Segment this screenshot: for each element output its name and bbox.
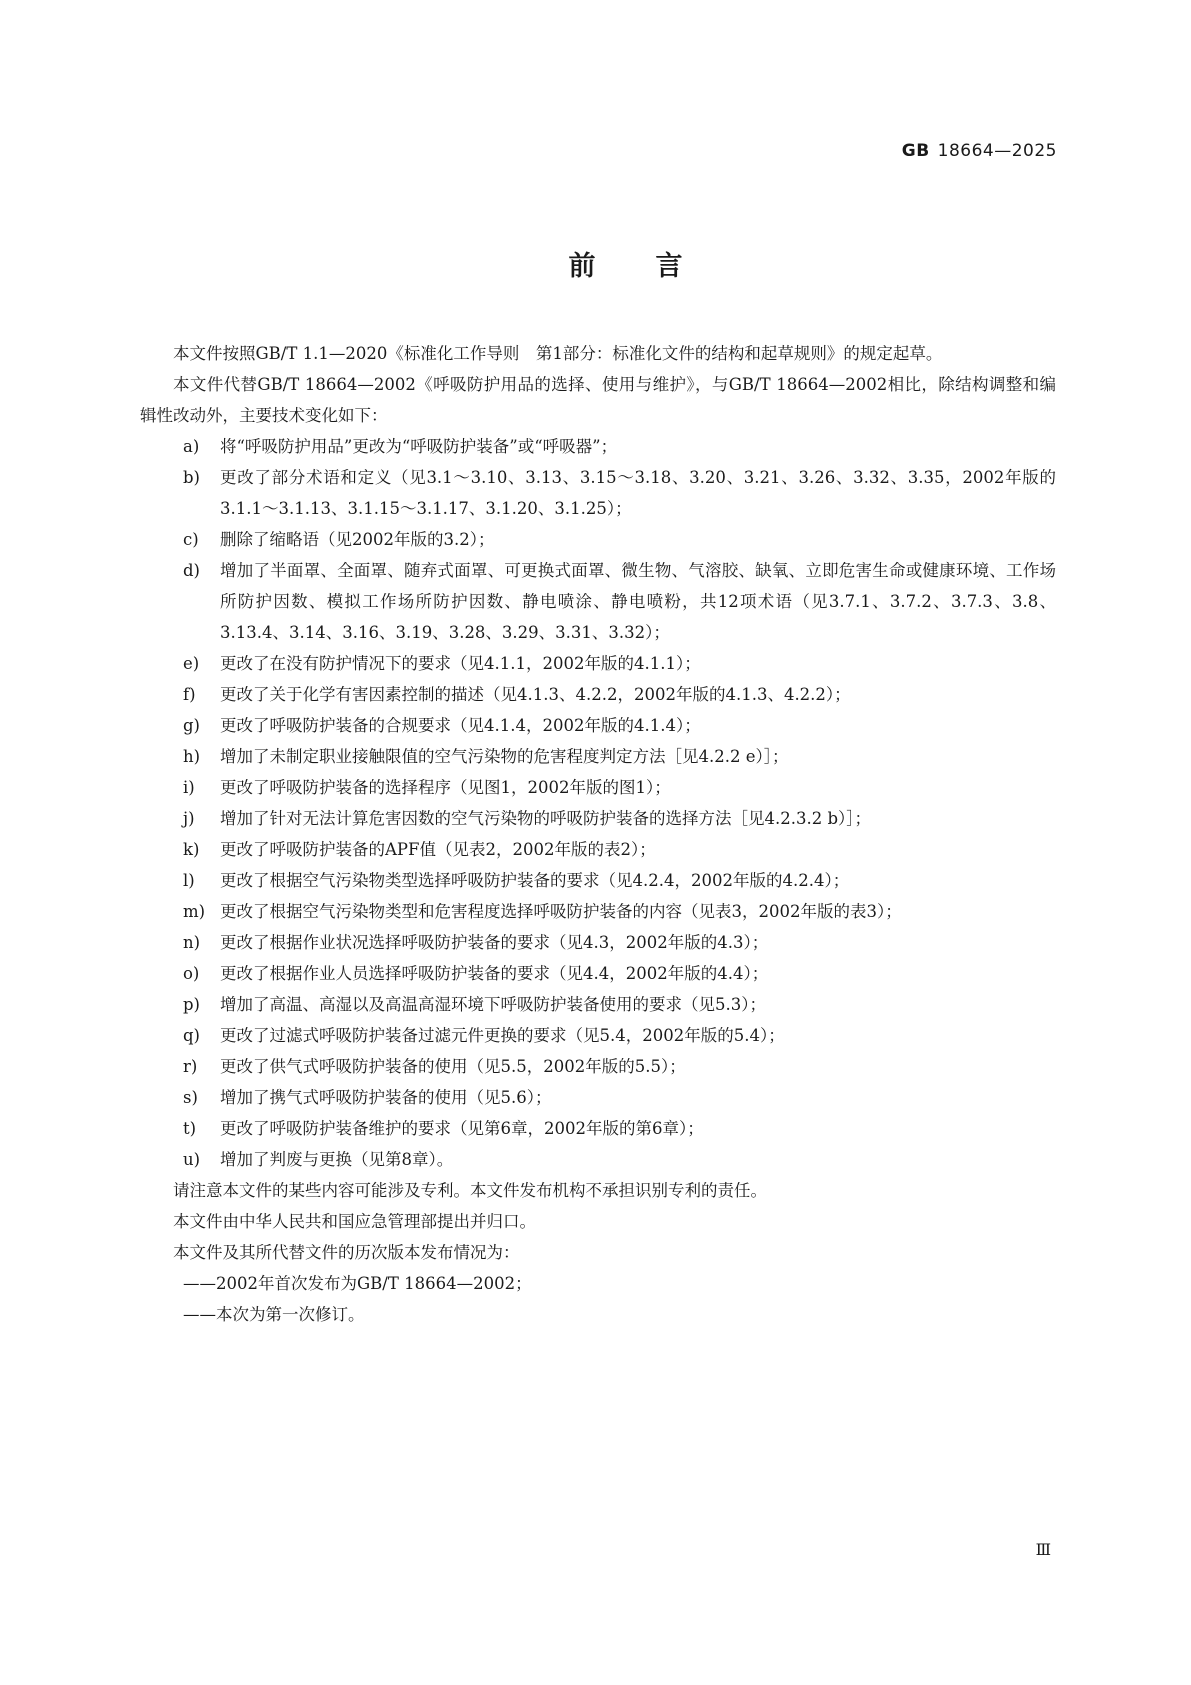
history-item: ——本次为第一次修订。 bbox=[183, 1305, 365, 1324]
item-label: a) bbox=[183, 437, 200, 456]
list-item bbox=[140, 431, 1056, 462]
item-label: h) bbox=[183, 747, 201, 766]
intro-paragraph: 本文件按照GB/T 1.1—2020《标准化工作导则 第1部分：标准化文件的结构和起草规则》的规定起草。 bbox=[173, 344, 943, 363]
item-text: 更改了根据空气污染物类型和危害程度选择呼吸防护装备的内容（见表3，2002年版的表3）； bbox=[220, 902, 902, 921]
item-label: j) bbox=[183, 809, 195, 828]
list-item bbox=[140, 772, 1056, 803]
list-item bbox=[140, 1113, 1056, 1144]
intro-paragraph: 本文件代替GB/T 18664—2002《呼吸防护用品的选择、使用与维护》，与GB/T 18664—2002相比，除结构调整和编辑性改动外，主要技术变化如下： bbox=[140, 375, 1056, 425]
list-item bbox=[140, 524, 1056, 555]
standard-prefix: GB bbox=[901, 141, 930, 161]
item-label: i) bbox=[183, 778, 195, 797]
list-item bbox=[140, 989, 1056, 1020]
item-label: p) bbox=[183, 995, 200, 1014]
item-label: t) bbox=[183, 1119, 197, 1138]
list-item bbox=[140, 834, 1056, 865]
item-label: n) bbox=[183, 933, 201, 952]
list-item bbox=[140, 1082, 1056, 1113]
item-text: 更改了呼吸防护装备的选择程序（见图1，2002年版的图1）； bbox=[220, 778, 671, 797]
item-text: 增加了判废与更换（见第8章）。 bbox=[220, 1150, 454, 1169]
item-text: 增加了针对无法计算危害因数的空气污染物的呼吸防护装备的选择方法［见4.2.3.2 b）］； bbox=[220, 809, 872, 828]
item-text: 删除了缩略语（见2002年版的3.2）； bbox=[220, 530, 495, 549]
item-label: c) bbox=[183, 530, 199, 549]
standard-number bbox=[902, 141, 1057, 161]
item-text: 增加了半面罩、全面罩、随弃式面罩、可更换式面罩、微生物、气溶胶、缺氧、立即危害生命或健康环境、工作场所防护因数、模拟工作场所防护因数、静电喷涂、静电喷粉，共12项术语（见3.7.1、3.7.2、3.7.3、3.8、3.13.4、3.14、3.16、3.19、3.28、3.29、3.31、3.32）； bbox=[220, 561, 1056, 642]
list-item bbox=[140, 896, 1056, 927]
item-label: b) bbox=[183, 468, 200, 487]
item-label: q) bbox=[183, 1026, 200, 1045]
item-text: 更改了根据作业人员选择呼吸防护装备的要求（见4.4，2002年版的4.4）； bbox=[220, 964, 769, 983]
item-text: 更改了在没有防护情况下的要求（见4.1.1，2002年版的4.1.1）； bbox=[220, 654, 701, 673]
list-item bbox=[140, 679, 1056, 710]
note-paragraph: 本文件由中华人民共和国应急管理部提出并归口。 bbox=[173, 1212, 536, 1231]
document-body bbox=[140, 338, 1056, 1330]
item-label: r) bbox=[183, 1057, 198, 1076]
item-label: o) bbox=[183, 964, 200, 983]
item-label: l) bbox=[183, 871, 195, 890]
list-item bbox=[140, 462, 1056, 524]
item-text: 更改了呼吸防护装备维护的要求（见第6章，2002年版的第6章）； bbox=[220, 1119, 704, 1138]
item-label: k) bbox=[183, 840, 200, 859]
note-paragraph: 请注意本文件的某些内容可能涉及专利。本文件发布机构不承担识别专利的责任。 bbox=[173, 1181, 767, 1200]
list-item bbox=[140, 1020, 1056, 1051]
page-title: 前言 bbox=[568, 251, 743, 282]
list-item bbox=[140, 741, 1056, 772]
item-label: f) bbox=[183, 685, 196, 704]
item-text: 增加了携气式呼吸防护装备的使用（见5.6）； bbox=[220, 1088, 552, 1107]
list-item bbox=[140, 803, 1056, 834]
list-item bbox=[140, 1051, 1056, 1082]
list-item bbox=[140, 710, 1056, 741]
list-item bbox=[140, 648, 1056, 679]
item-text: 更改了部分术语和定义（见3.1～3.10、3.13、3.15～3.18、3.20、3.21、3.26、3.32、3.35，2002年版的3.1.1～3.1.13、3.1.15～3.1.17、3.1.20、3.1.25）； bbox=[220, 468, 1056, 518]
standard-code: 18664—2025 bbox=[937, 141, 1057, 161]
item-text: 更改了呼吸防护装备的合规要求（见4.1.4，2002年版的4.1.4）； bbox=[220, 716, 701, 735]
history-item: ——2002年首次发布为GB/T 18664—2002； bbox=[183, 1274, 532, 1293]
item-text: 更改了呼吸防护装备的APF值（见表2，2002年版的表2）； bbox=[220, 840, 656, 859]
item-label: s) bbox=[183, 1088, 198, 1107]
item-label: g) bbox=[183, 716, 200, 735]
item-text: 更改了根据空气污染物类型选择呼吸防护装备的要求（见4.2.4，2002年版的4.2.4）； bbox=[220, 871, 850, 890]
item-text: 将“呼吸防护用品”更改为“呼吸防护装备”或“呼吸器”； bbox=[220, 437, 618, 456]
item-text: 更改了根据作业状况选择呼吸防护装备的要求（见4.3，2002年版的4.3）； bbox=[220, 933, 769, 952]
item-label: u) bbox=[183, 1150, 201, 1169]
item-text: 更改了过滤式呼吸防护装备过滤元件更换的要求（见5.4，2002年版的5.4）； bbox=[220, 1026, 785, 1045]
changes-list bbox=[140, 431, 1056, 1175]
list-item bbox=[140, 1144, 1056, 1175]
list-item bbox=[140, 927, 1056, 958]
item-label: m) bbox=[183, 902, 206, 921]
item-label: d) bbox=[183, 561, 200, 580]
list-item bbox=[140, 958, 1056, 989]
item-text: 增加了高温、高湿以及高温高湿环境下呼吸防护装备使用的要求（见5.3）； bbox=[220, 995, 766, 1014]
note-paragraph: 本文件及其所代替文件的历次版本发布情况为： bbox=[173, 1243, 520, 1262]
item-text: 更改了供气式呼吸防护装备的使用（见5.5，2002年版的5.5）； bbox=[220, 1057, 686, 1076]
page-number: Ⅲ bbox=[1035, 1540, 1051, 1559]
item-label: e) bbox=[183, 654, 200, 673]
item-text: 更改了关于化学有害因素控制的描述（见4.1.3、4.2.2，2002年版的4.1.3、4.2.2）； bbox=[220, 685, 851, 704]
list-item bbox=[140, 865, 1056, 896]
list-item bbox=[140, 555, 1056, 648]
item-text: 增加了未制定职业接触限值的空气污染物的危害程度判定方法［见4.2.2 e）］； bbox=[220, 747, 789, 766]
